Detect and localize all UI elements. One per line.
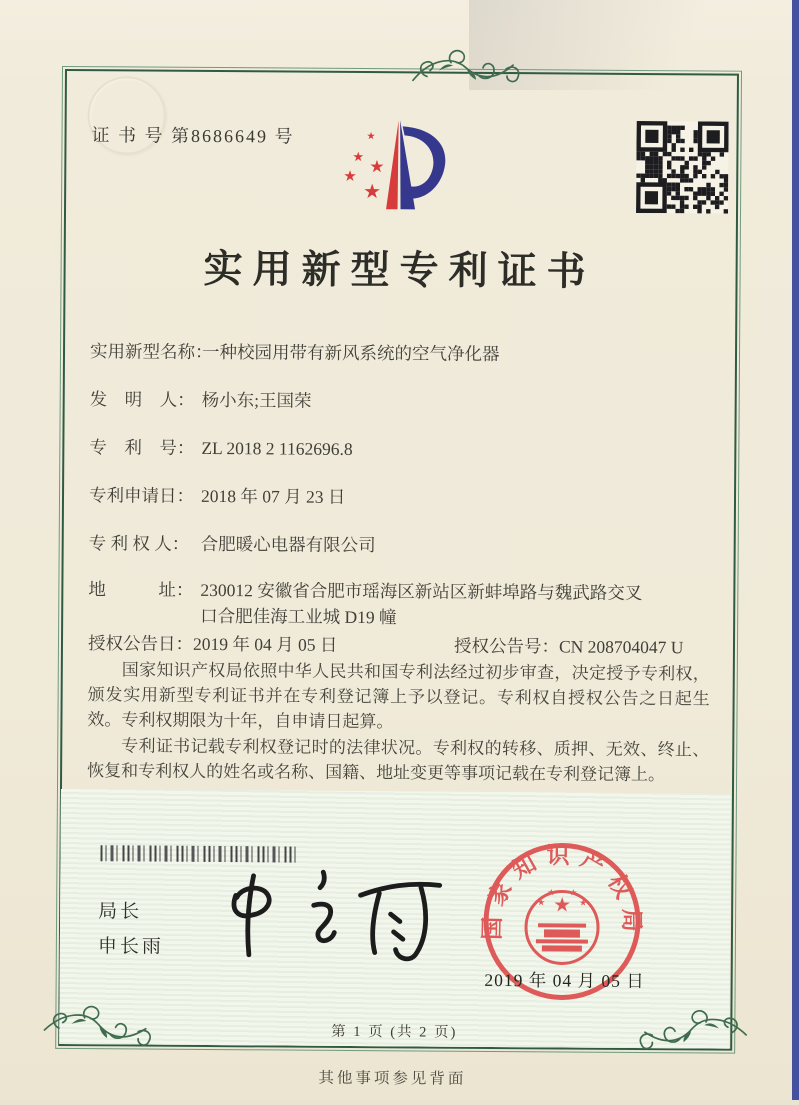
- field-label: 发 明 人：: [89, 389, 195, 410]
- grant-row: [88, 630, 728, 659]
- field-value: 一种校园用带有新风系统的空气净化器: [201, 341, 500, 365]
- field-value: 合肥暖心电器有限公司: [200, 533, 376, 556]
- field-label: 地 址：: [88, 579, 194, 600]
- field-label: 专利申请日：: [88, 485, 195, 506]
- field-value: 230012 安徽省合肥市瑶海区新站区新蚌埠路与魏武路交叉口合肥佳海工业城 D19 幢: [200, 579, 643, 628]
- field-inventor: [90, 386, 654, 416]
- svg-text:★: ★: [569, 887, 578, 898]
- svg-text:★: ★: [579, 897, 588, 908]
- field-label: 专 利 权 人：: [88, 533, 190, 554]
- star-icon: ★: [369, 157, 385, 177]
- qr-code-icon: [636, 121, 729, 214]
- legal-paragraph: 国家知识产权局依照中华人民共和国专利法经过初步审查，决定授予专利权，颁发实用新型专利证书并在专利登记簿上予以登记。专利权自授权公告之日起生效。专利权期限为十年，自申请日起算。: [87, 660, 710, 732]
- page-number: 第 1 页 (共 2 页): [331, 1023, 458, 1041]
- grant-date-label: 授权公告日：: [87, 633, 194, 654]
- field-value: 杨小东;王国荣: [201, 389, 312, 411]
- star-icon: ★: [366, 131, 376, 143]
- field-label: 专 利 号：: [89, 437, 195, 458]
- signer-title: 局长: [98, 901, 143, 923]
- grant-number: CN 208704047 U: [558, 636, 684, 658]
- field-label: 实用新型名称：: [89, 341, 213, 363]
- seal-text: 国家知识产权局: [479, 843, 645, 941]
- field-patentee: [89, 530, 653, 560]
- grant-number-label: 授权公告号：: [453, 635, 560, 657]
- svg-text:★: ★: [547, 887, 556, 898]
- star-icon: ★: [352, 148, 365, 165]
- legal-paragraph: 专利证书记载专利权登记时的法律状况。专利权的转移、质押、无效、终止、恢复和专利权人的姓名或名称、国籍、地址变更等事项记载在专利登记簿上。: [87, 736, 710, 785]
- star-icon: ★: [343, 168, 357, 186]
- legal-text: [87, 657, 710, 788]
- back-note: 其他事项参见背面: [318, 1069, 467, 1088]
- field-address: [88, 576, 652, 632]
- seal-date: 2019 年 04 月 05 日: [484, 969, 645, 992]
- grant-date: 2019 年 04 月 05 日: [192, 633, 338, 655]
- field-patent-number: [89, 434, 653, 464]
- field-value: 2018 年 07 月 23 日: [200, 485, 346, 507]
- field-value: ZL 2018 2 1162696.8: [201, 437, 353, 459]
- barcode-icon: [100, 845, 297, 862]
- field-patent-name: [90, 338, 654, 368]
- signer-name: 申长雨: [97, 936, 164, 958]
- star-icon: ★: [363, 181, 382, 204]
- certificate-title: 实用新型专利证书: [203, 247, 596, 294]
- national-emblem-icon: [526, 887, 599, 964]
- handwritten-signature-icon: [206, 863, 447, 969]
- certificate-number: 证 书 号 第8686649 号: [91, 125, 295, 147]
- svg-text:★: ★: [553, 894, 572, 917]
- scanner-edge: [792, 0, 799, 1100]
- field-filing-date: [89, 482, 653, 512]
- svg-text:★: ★: [537, 897, 546, 908]
- cnipa-logo-icon: [336, 106, 462, 222]
